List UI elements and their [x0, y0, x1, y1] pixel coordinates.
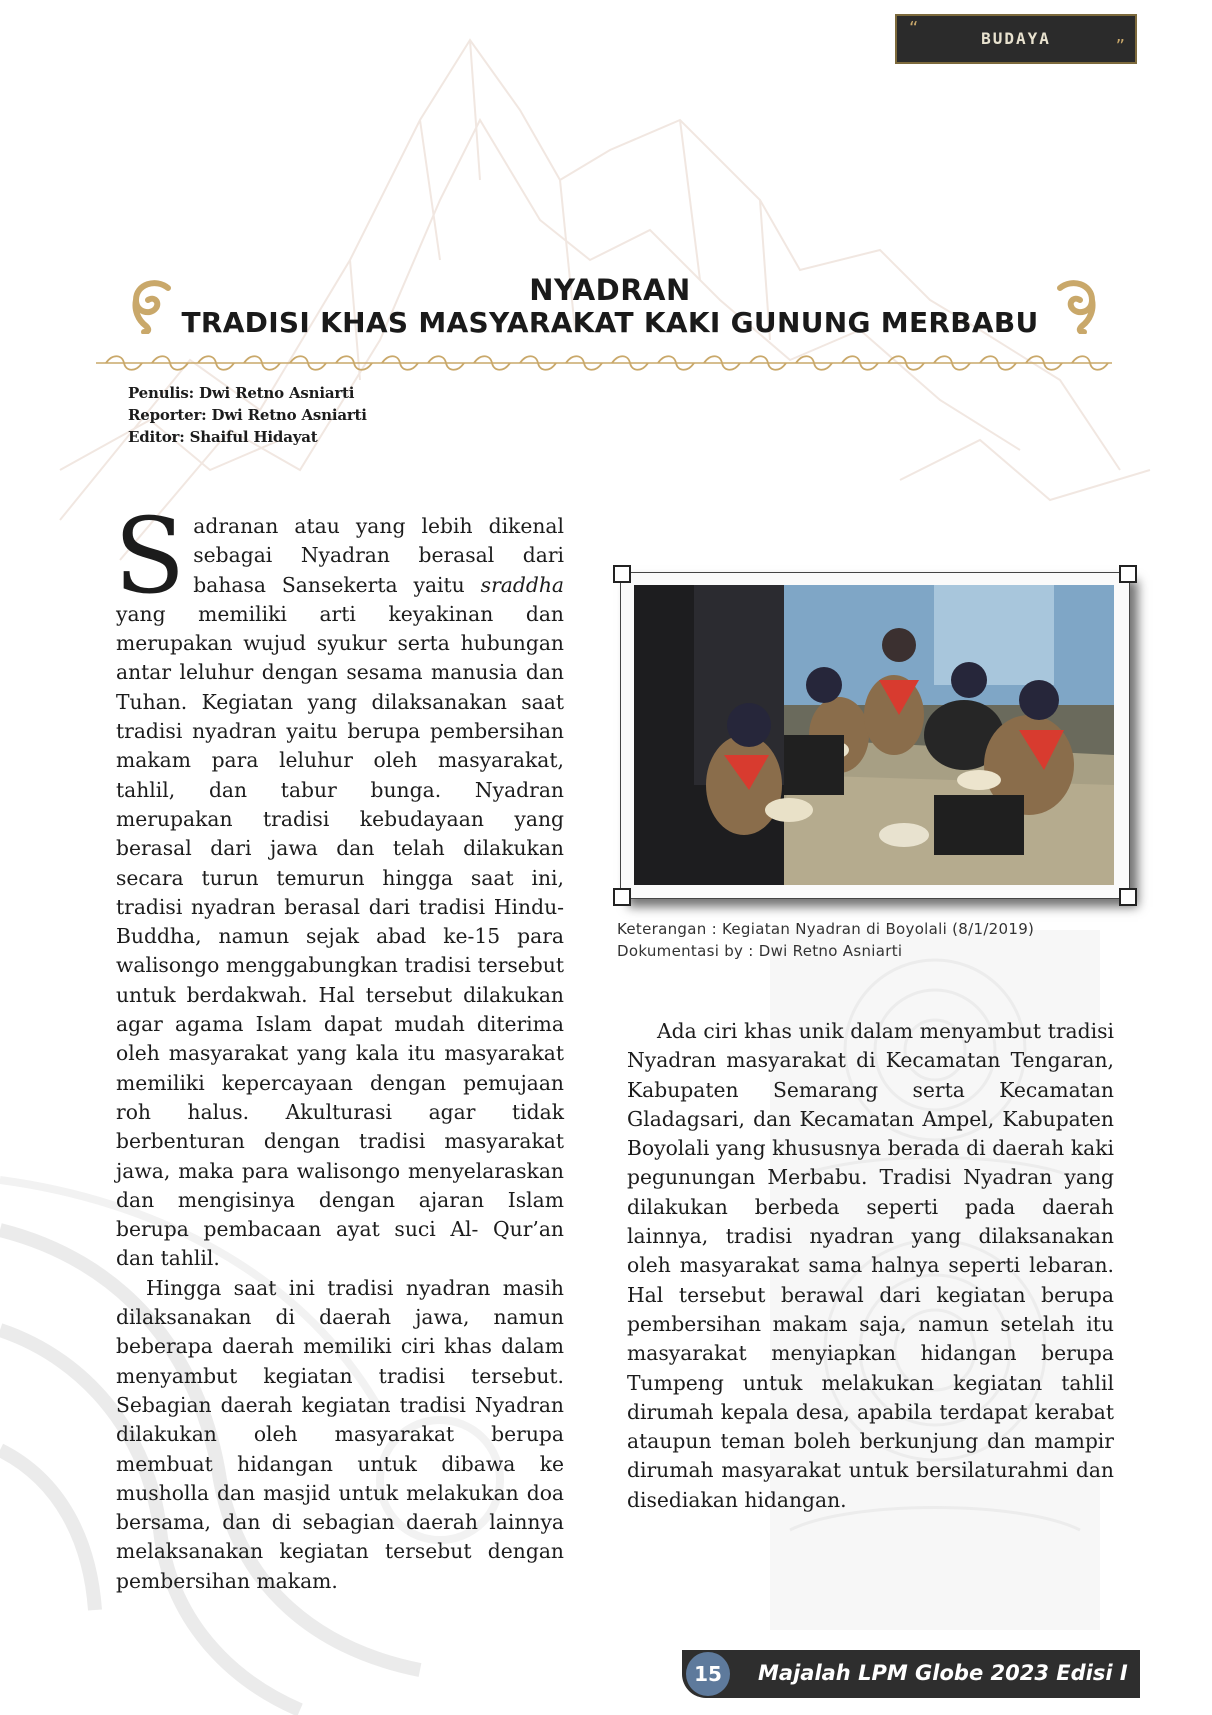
- quote-close-icon: ”: [1115, 36, 1125, 57]
- caption-line-1: Keterangan : Kegiatan Nyadran di Boyolali (8/1/2019): [617, 920, 1035, 938]
- page-number: 15: [686, 1652, 730, 1696]
- quote-open-icon: “: [909, 18, 919, 39]
- ornamental-divider: [96, 352, 1112, 374]
- photo-corner-br: [1119, 888, 1137, 906]
- section-tag-label: BUDAYA: [981, 29, 1051, 48]
- photo-caption: [617, 918, 1034, 962]
- paragraph-1-rest: yang memiliki arti keyakinan dan merupakan wujud syukur serta hubungan antar leluhur dengan sesama manusia dan Tuhan. Kegiatan yang dilaksanakan saat tradisi nyadran yaitu berupa pembersihan makam para leluhur oleh masyarakat, tahlil, dan tabur bunga. Nyadran merupakan tradisi kebudayaan yang berasal dari jawa dan telah dilakukan secara turun temurun hingga saat ini, tradisi nyadran berasal dari tradisi Hindu-Buddha, namun sejak abad ke-15 para walisongo menggabungkan tradisi tersebut untuk berdakwah. Hal tersebut dilakukan agar agama Islam dapat mudah diterima oleh masyarakat yang kala itu masyarakat memiliki kepercayaan dengan pemujaan roh halus. Akulturasi agar tidak berbenturan dengan tradisi masyarakat jawa, maka para walisongo menyelaraskan dan mengisinya dengan ajaran Islam berupa pembacaan ayat suci Al- Qur’an dan tahlil.: [116, 601, 564, 1271]
- editor-credit: Editor: Shaiful Hidayat: [128, 428, 318, 446]
- photo-corner-tl: [613, 565, 631, 583]
- nyadran-photo: [634, 585, 1114, 885]
- right-column: [627, 1017, 1114, 1515]
- paragraph-1: [114, 495, 564, 1274]
- photo-frame: [620, 572, 1130, 899]
- article-credits: [128, 382, 367, 448]
- section-tag: [895, 14, 1137, 64]
- photo-corner-bl: [613, 888, 631, 906]
- paragraph-1-italic: sraddha: [480, 572, 564, 597]
- photo-corner-tr: [1119, 565, 1137, 583]
- paragraph-3: Ada ciri khas unik dalam menyambut tradisi Nyadran masyarakat di Kecamatan Tengaran, Kabupaten Semarang serta Kecamatan Gladagsari, dan Kecamatan Ampel, Kabupaten Boyolali yang khususnya berada di daerah kaki pegunungan Merbabu. Tradisi Nyadran yang dilakukan berbeda seperti pada daerah lainnya, tradisi nyadran yang dilaksanakan oleh masyarakat sama halnya seperti lebaran. Hal tersebut berawal dari kegiatan berupa pembersihan makam saja, namun setelah itu masyarakat menyiapkan hidangan berupa Tumpeng untuk melakukan kegiatan tahlil dirumah kepala desa, apabila terdapat kerabat ataupun teman boleh berkunjung dan mampir dirumah masyarakat untuk bersilaturahmi dan disediakan hidangan.: [627, 1019, 1114, 1512]
- reporter-credit: Reporter: Dwi Retno Asniarti: [128, 406, 367, 424]
- title-line-1: NYADRAN: [529, 273, 691, 307]
- caption-line-2: Dokumentasi by : Dwi Retno Asniarti: [617, 942, 903, 960]
- writer-credit: Penulis: Dwi Retno Asniarti: [128, 384, 355, 402]
- title-line-2: TRADISI KHAS MASYARAKAT KAKI GUNUNG MERBABU: [181, 306, 1039, 339]
- paragraph-1-start: adranan atau yang lebih dikenal sebagai Nyadran berasal dari bahasa Sansekerta yaitu: [193, 514, 564, 597]
- left-column: [114, 495, 564, 1596]
- drop-cap: S: [114, 495, 186, 617]
- paragraph-2: Hingga saat ini tradisi nyadran masih dilaksanakan di daerah jawa, namun beberapa daerah memiliki ciri khas dalam menyambut kegiatan tradisi tersebut. Sebagian daerah kegiatan tradisi Nyadran dilakukan oleh masyarakat berupa membuat hidangan untuk dibawa ke musholla dan masjid untuk melakukan doa bersama, dan di sebagian daerah lainnya melaksanakan kegiatan tersebut dengan pembersihan makam.: [116, 1275, 564, 1593]
- article-title: [120, 268, 1100, 340]
- magazine-title: Majalah LPM Globe 2023 Edisi I: [758, 1661, 1128, 1685]
